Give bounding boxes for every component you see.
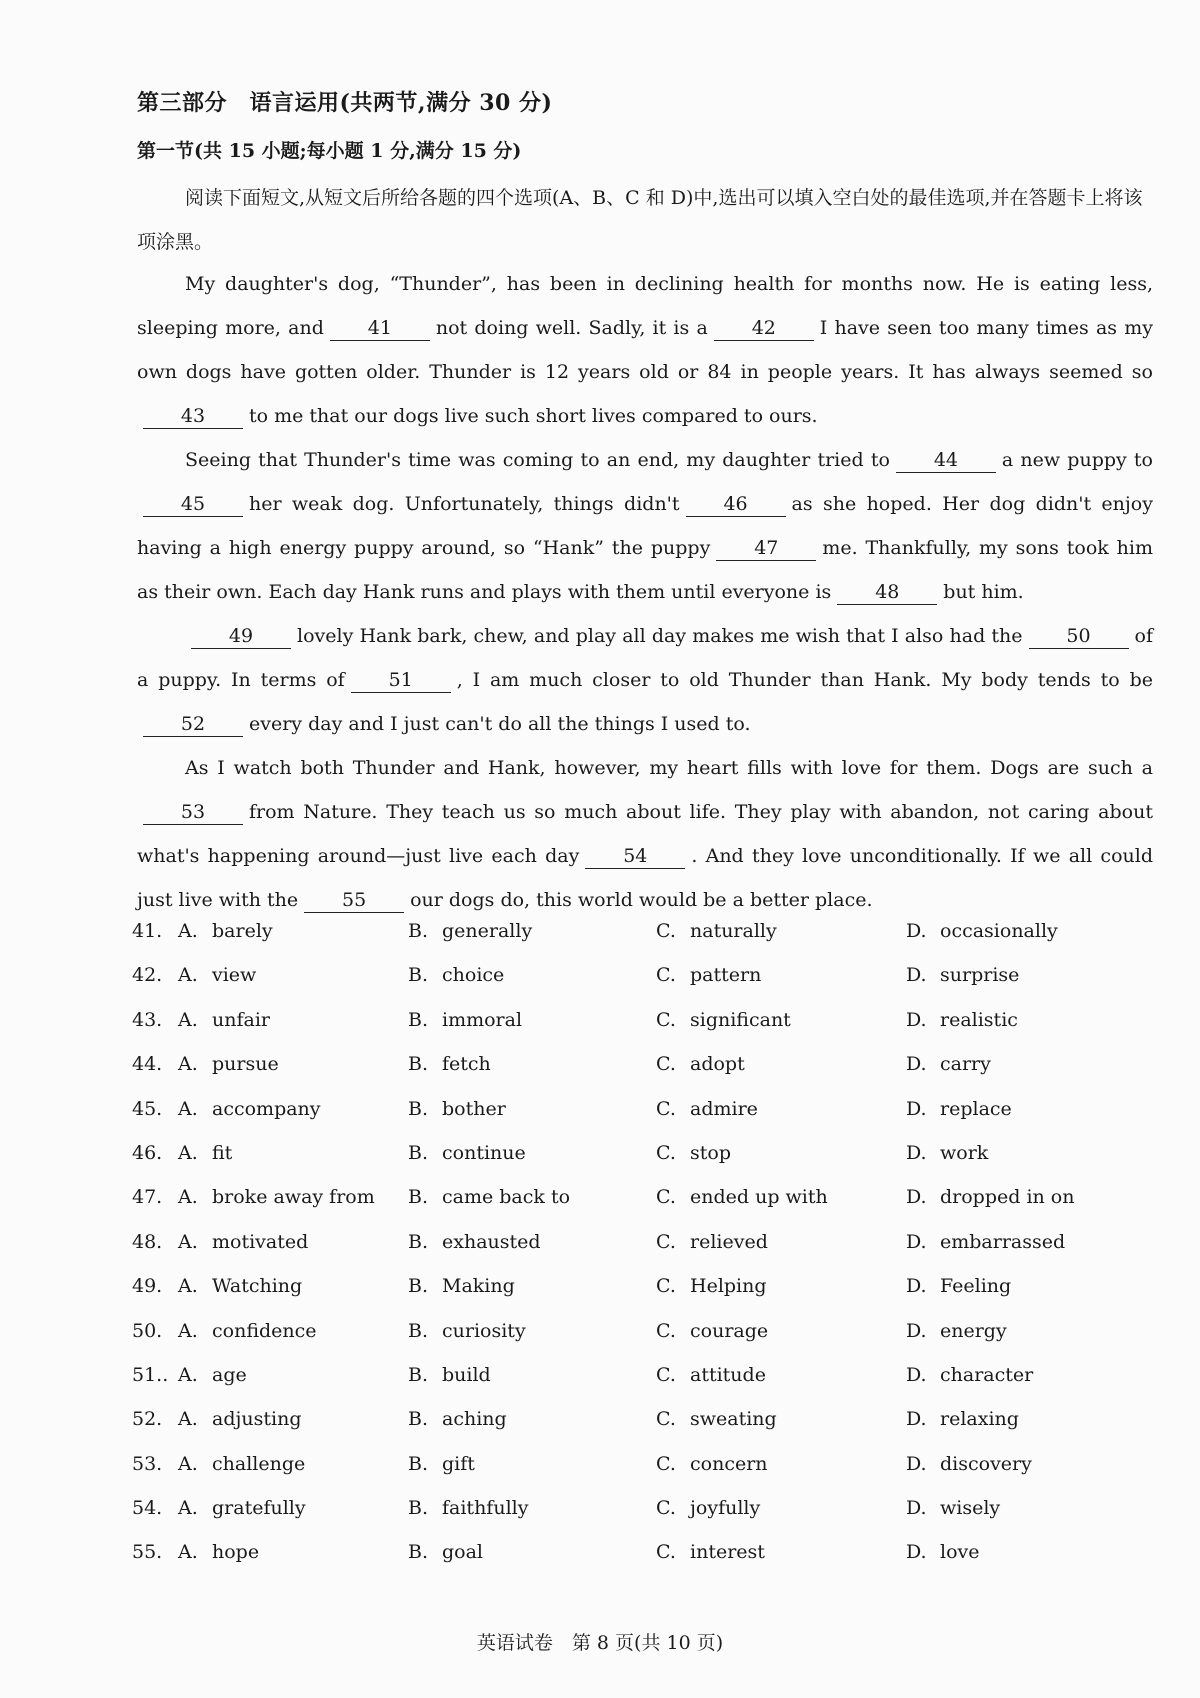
option-letter: C.	[656, 1319, 676, 1342]
cloze-passage	[137, 262, 1153, 922]
blank-49: 49	[191, 624, 291, 649]
option-letter: C.	[656, 1408, 676, 1431]
option-text: continue	[442, 1141, 526, 1164]
option-text: motivated	[212, 1230, 309, 1253]
option-text: realistic	[940, 1008, 1018, 1031]
blank-44: 44	[896, 448, 996, 473]
blank-47: 47	[716, 536, 816, 561]
option-d	[906, 1142, 988, 1164]
option-letter: D.	[906, 1141, 927, 1164]
option-text: sweating	[690, 1408, 777, 1431]
option-letter: D.	[906, 1097, 927, 1120]
option-a	[178, 1453, 305, 1475]
option-a	[178, 1009, 270, 1031]
option-letter: A.	[178, 1186, 198, 1209]
option-text: broke away from	[212, 1186, 375, 1209]
option-text: dropped in on	[940, 1186, 1075, 1209]
option-c	[656, 1275, 767, 1297]
option-letter: A.	[178, 920, 198, 942]
blank-42: 42	[714, 316, 814, 341]
blank-53: 53	[143, 800, 243, 825]
passage-text: every day and I just can't do all the things I used to.	[249, 713, 751, 735]
question-row	[132, 1098, 1162, 1142]
option-text: challenge	[212, 1452, 306, 1475]
option-letter: D.	[906, 1186, 927, 1209]
option-text: barely	[212, 920, 273, 942]
option-text: embarrassed	[940, 1230, 1066, 1253]
passage-text: as she hoped. Her dog didn't enjoy having a high energy puppy around, so “Hank” the puppy	[137, 493, 1153, 559]
option-letter: A.	[178, 1008, 198, 1031]
question-row	[132, 1009, 1162, 1053]
option-d	[906, 1541, 980, 1563]
passage-text: not doing well. Sadly, it is a	[435, 317, 708, 339]
blank-45: 45	[143, 492, 243, 517]
passage-paragraph-2	[137, 438, 1153, 614]
option-text: work	[940, 1141, 989, 1164]
option-a	[178, 964, 256, 986]
option-c	[656, 1408, 777, 1430]
option-letter: B.	[408, 920, 429, 942]
passage-text: me. Thankfully, my sons took him as their own. Each day Hank runs and plays with them until everyone is	[137, 537, 1153, 603]
option-text: replace	[940, 1097, 1012, 1120]
instructions-text: 阅读下面短文,从短文后所给各题的四个选项(A、B、C 和 D)中,选出可以填入空白处的最佳选项,并在答题卡上将该项涂黑。	[137, 187, 1143, 253]
option-text: courage	[690, 1319, 769, 1342]
option-text: aching	[442, 1408, 507, 1431]
blank-46: 46	[686, 492, 786, 517]
option-text: relieved	[690, 1230, 768, 1253]
option-a	[178, 1053, 279, 1075]
option-a	[178, 1364, 247, 1386]
blank-41: 41	[330, 316, 430, 341]
option-b	[408, 1364, 491, 1386]
question-number: 48.	[132, 1230, 163, 1253]
option-text: relaxing	[940, 1408, 1019, 1431]
option-text: adopt	[690, 1053, 745, 1076]
question-row	[132, 1053, 1162, 1097]
option-a	[178, 1497, 306, 1519]
option-d	[906, 964, 1019, 986]
option-d	[906, 1009, 1018, 1031]
option-text: ended up with	[690, 1186, 828, 1209]
option-letter: A.	[178, 1097, 198, 1120]
option-text: naturally	[690, 920, 777, 942]
passage-text: but him.	[943, 581, 1024, 603]
option-a	[178, 1231, 308, 1253]
option-letter: B.	[408, 1363, 429, 1386]
option-letter: B.	[408, 1452, 429, 1475]
option-letter: D.	[906, 964, 927, 987]
option-letter: C.	[656, 1008, 676, 1031]
option-c	[656, 1497, 760, 1519]
passage-paragraph-3	[137, 614, 1153, 746]
question-number: 54.	[132, 1497, 163, 1520]
option-c	[656, 1320, 768, 1342]
passage-text: My daughter's dog, “Thunder”, has been in declining health for months now. He is eating less, sleeping more, and	[137, 273, 1153, 339]
option-c	[656, 1142, 731, 1164]
option-d	[906, 1364, 1033, 1386]
option-c	[656, 1453, 768, 1475]
passage-text: a new puppy to	[1001, 449, 1153, 471]
option-d	[906, 1453, 1032, 1475]
option-letter: B.	[408, 1230, 429, 1253]
option-letter: C.	[656, 964, 676, 987]
answer-options	[132, 920, 1162, 1586]
blank-51: 51	[351, 668, 451, 693]
option-text: adjusting	[212, 1408, 302, 1431]
option-letter: C.	[656, 1363, 676, 1386]
option-text: Watching	[212, 1275, 303, 1298]
option-letter: B.	[408, 1053, 429, 1076]
option-b	[408, 1142, 526, 1164]
question-row	[132, 1364, 1162, 1408]
option-text: attitude	[690, 1363, 766, 1386]
option-letter: C.	[656, 1541, 676, 1564]
option-a	[178, 1098, 321, 1120]
option-d	[906, 1231, 1065, 1253]
instructions	[137, 176, 1153, 264]
option-text: exhausted	[442, 1230, 541, 1253]
question-number: 41.	[132, 920, 163, 942]
question-row	[132, 1453, 1162, 1497]
option-letter: D.	[906, 1363, 927, 1386]
option-letter: B.	[408, 964, 429, 987]
option-letter: A.	[178, 1275, 198, 1298]
option-c	[656, 964, 761, 986]
option-text: accompany	[212, 1097, 321, 1120]
passage-text: I have seen too many times as my own dogs have gotten older. Thunder is 12 years old or 84 in people years. It has always seemed so	[137, 317, 1153, 383]
option-letter: D.	[906, 1497, 927, 1520]
option-letter: B.	[408, 1541, 429, 1564]
question-number: 47.	[132, 1186, 163, 1209]
question-number: 46.	[132, 1141, 163, 1164]
option-a	[178, 1186, 375, 1208]
question-row	[132, 1541, 1162, 1585]
section-title: 第一节(共 15 小题;每小题 1 分,满分 15 分)	[137, 140, 522, 162]
option-letter: C.	[656, 1452, 676, 1475]
passage-text: from Nature. They teach us so much about life. They play with abandon, not caring about what's happening around—just live each day	[137, 801, 1153, 867]
option-d	[906, 1098, 1012, 1120]
option-letter: D.	[906, 1408, 927, 1431]
option-text: confidence	[212, 1319, 317, 1342]
option-text: stop	[690, 1141, 731, 1164]
question-number: 53.	[132, 1452, 163, 1475]
option-text: love	[940, 1541, 980, 1564]
option-c	[656, 1364, 766, 1386]
option-letter: C.	[656, 1141, 676, 1164]
option-c	[656, 1231, 768, 1253]
option-b	[408, 1408, 507, 1430]
option-a	[178, 1320, 317, 1342]
option-d	[906, 1053, 991, 1075]
question-number: 44.	[132, 1053, 163, 1076]
part-title: 第三部分 语言运用(共两节,满分 30 分)	[137, 90, 553, 116]
question-row	[132, 1320, 1162, 1364]
option-b	[408, 920, 532, 942]
option-letter: A.	[178, 1452, 198, 1475]
option-letter: B.	[408, 1186, 429, 1209]
option-a	[178, 1541, 259, 1563]
option-text: view	[212, 964, 257, 987]
option-letter: A.	[178, 964, 198, 987]
question-number: 55.	[132, 1541, 163, 1564]
option-text: surprise	[940, 964, 1020, 987]
option-d	[906, 1320, 1007, 1342]
passage-text: our dogs do, this world would be a better place.	[410, 889, 873, 911]
blank-50: 50	[1029, 624, 1129, 649]
option-text: Making	[442, 1275, 515, 1298]
option-letter: A.	[178, 1319, 198, 1342]
passage-text: , I am much closer to old Thunder than Hank. My body tends to be	[456, 669, 1153, 691]
option-text: pursue	[212, 1053, 279, 1076]
option-letter: A.	[178, 1363, 198, 1386]
option-text: hope	[212, 1541, 260, 1564]
option-text: generally	[442, 920, 533, 942]
option-text: discovery	[940, 1452, 1032, 1475]
option-text: immoral	[442, 1008, 523, 1031]
option-b	[408, 964, 504, 986]
option-text: gift	[442, 1452, 475, 1475]
question-row	[132, 1186, 1162, 1230]
option-letter: D.	[906, 1319, 927, 1342]
option-text: gratefully	[212, 1497, 306, 1520]
option-text: age	[212, 1363, 247, 1386]
option-letter: D.	[906, 1053, 927, 1076]
option-letter: D.	[906, 1452, 927, 1475]
option-text: choice	[442, 964, 505, 987]
option-letter: D.	[906, 1541, 927, 1564]
option-text: pattern	[690, 964, 762, 987]
option-text: curiosity	[442, 1319, 526, 1342]
option-b	[408, 1186, 570, 1208]
option-d	[906, 1497, 1000, 1519]
blank-54: 54	[585, 844, 685, 869]
option-text: carry	[940, 1053, 991, 1076]
question-row	[132, 920, 1162, 964]
option-d	[906, 1186, 1074, 1208]
blank-48: 48	[837, 580, 937, 605]
option-d	[906, 1408, 1019, 1430]
option-text: energy	[940, 1319, 1007, 1342]
question-row	[132, 1275, 1162, 1319]
option-letter: C.	[656, 1275, 676, 1298]
passage-text: lovely Hank bark, chew, and play all day makes me wish that I also had the	[297, 625, 1023, 647]
option-letter: C.	[656, 1186, 676, 1209]
option-b	[408, 1275, 515, 1297]
question-row	[132, 1497, 1162, 1541]
question-row	[132, 1142, 1162, 1186]
option-letter: A.	[178, 1141, 198, 1164]
option-text: unfair	[212, 1008, 270, 1031]
passage-text: of a puppy. In terms of	[137, 625, 1153, 691]
option-c	[656, 1009, 791, 1031]
option-letter: A.	[178, 1053, 198, 1076]
question-number: 45.	[132, 1097, 163, 1120]
passage-paragraph-1	[137, 262, 1153, 438]
option-text: fetch	[442, 1053, 491, 1076]
option-text: character	[940, 1363, 1034, 1386]
option-text: Helping	[690, 1275, 767, 1298]
option-c	[656, 1098, 758, 1120]
option-text: Feeling	[940, 1275, 1012, 1298]
option-letter: B.	[408, 1097, 429, 1120]
question-number: 52.	[132, 1408, 163, 1431]
option-text: faithfully	[442, 1497, 529, 1520]
option-text: wisely	[940, 1497, 1001, 1520]
option-letter: B.	[408, 1141, 429, 1164]
option-c	[656, 1541, 765, 1563]
question-number: 51..	[132, 1363, 169, 1386]
option-text: interest	[690, 1541, 765, 1564]
option-d	[906, 1275, 1011, 1297]
option-text: came back to	[442, 1186, 571, 1209]
option-letter: C.	[656, 1497, 676, 1520]
option-letter: A.	[178, 1541, 198, 1564]
option-text: joyfully	[690, 1497, 761, 1520]
option-b	[408, 1098, 506, 1120]
option-text: build	[442, 1363, 491, 1386]
option-b	[408, 1541, 483, 1563]
question-row	[132, 964, 1162, 1008]
option-b	[408, 1231, 541, 1253]
passage-text: . And they love unconditionally. If we all could just live with the	[137, 845, 1153, 911]
option-text: significant	[690, 1008, 791, 1031]
blank-55: 55	[304, 888, 404, 913]
option-text: concern	[690, 1452, 768, 1475]
question-number: 42.	[132, 964, 163, 987]
option-text: fit	[212, 1141, 233, 1164]
option-letter: C.	[656, 1053, 676, 1076]
option-letter: C.	[656, 1230, 676, 1253]
question-row	[132, 1231, 1162, 1275]
option-c	[656, 1186, 828, 1208]
option-d	[906, 920, 1058, 942]
option-letter: A.	[178, 1497, 198, 1520]
option-letter: B.	[408, 1275, 429, 1298]
option-letter: B.	[408, 1008, 429, 1031]
option-letter: D.	[906, 1008, 927, 1031]
question-number: 43.	[132, 1008, 163, 1031]
option-letter: A.	[178, 1230, 198, 1253]
option-a	[178, 920, 273, 942]
question-number: 50.	[132, 1319, 163, 1342]
option-letter: D.	[906, 1230, 927, 1253]
passage-text: Seeing that Thunder's time was coming to an end, my daughter tried to	[185, 449, 890, 471]
option-text: occasionally	[940, 920, 1058, 942]
option-a	[178, 1275, 302, 1297]
option-b	[408, 1053, 491, 1075]
option-letter: D.	[906, 920, 927, 942]
passage-text: to me that our dogs live such short lives compared to ours.	[249, 405, 818, 427]
option-letter: C.	[656, 1097, 676, 1120]
option-text: bother	[442, 1097, 506, 1120]
option-letter: C.	[656, 920, 676, 942]
page-footer: 英语试卷 第 8 页(共 10 页)	[476, 1632, 724, 1654]
option-a	[178, 1408, 301, 1430]
option-letter: B.	[408, 1408, 429, 1431]
option-c	[656, 920, 777, 942]
passage-text: her weak dog. Unfortunately, things didn't	[249, 493, 680, 515]
option-b	[408, 1320, 526, 1342]
option-c	[656, 1053, 745, 1075]
passage-text: As I watch both Thunder and Hank, however, my heart fills with love for them. Dogs are such a	[185, 757, 1153, 779]
option-letter: B.	[408, 1319, 429, 1342]
option-letter: D.	[906, 1275, 927, 1298]
blank-52: 52	[143, 712, 243, 737]
option-letter: B.	[408, 1497, 429, 1520]
option-a	[178, 1142, 232, 1164]
question-number: 49.	[132, 1275, 163, 1298]
question-row	[132, 1408, 1162, 1452]
passage-paragraph-4	[137, 746, 1153, 922]
option-text: admire	[690, 1097, 758, 1120]
option-b	[408, 1497, 528, 1519]
option-b	[408, 1009, 522, 1031]
option-text: goal	[442, 1541, 484, 1564]
option-b	[408, 1453, 475, 1475]
blank-43: 43	[143, 404, 243, 429]
option-letter: A.	[178, 1408, 198, 1431]
